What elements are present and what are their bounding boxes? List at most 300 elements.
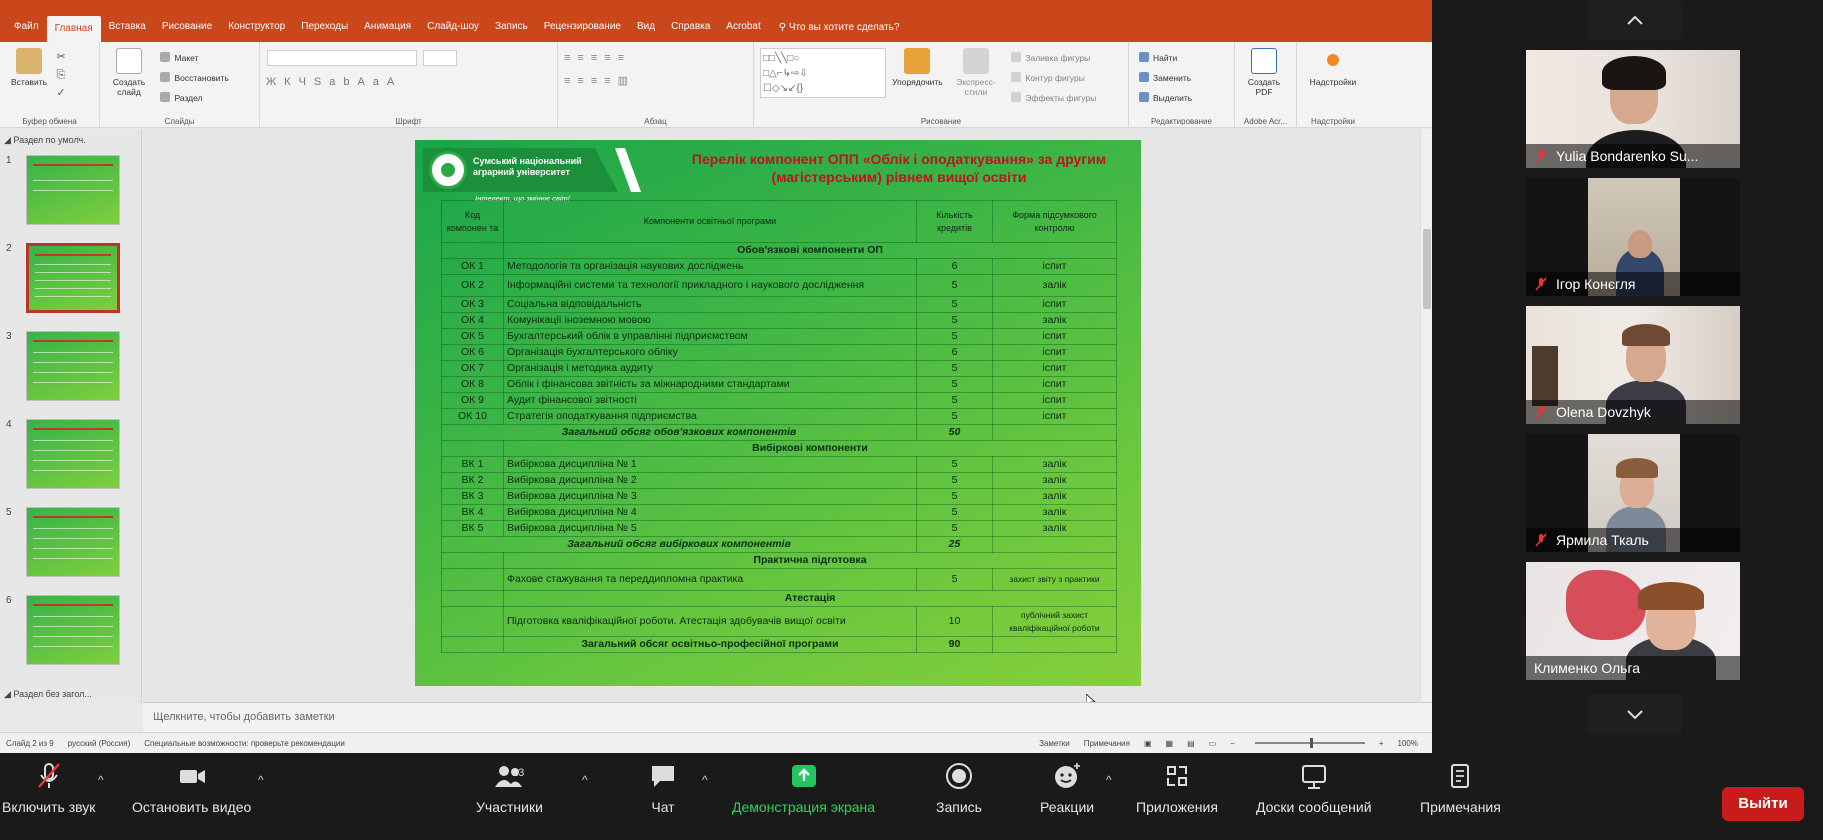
reset-icon (160, 72, 170, 82)
chat-button[interactable] (648, 761, 678, 815)
header-form: Форма підсумкового контролю (993, 201, 1117, 243)
chevron-down-icon (1626, 708, 1644, 720)
addins-label: Надстройки (1309, 77, 1357, 87)
empty-cell (993, 637, 1117, 653)
font-group-label: Шрифт (395, 117, 422, 126)
tab-file[interactable]: Файл (14, 21, 39, 32)
slides-small-buttons (156, 48, 228, 108)
muted-mic-icon (1534, 149, 1548, 163)
table-row (442, 275, 1117, 297)
thumb-text-line (35, 288, 111, 289)
addins-button[interactable] (1303, 48, 1363, 87)
chevron-up-icon (1626, 14, 1644, 26)
participant-hair (1602, 56, 1666, 90)
tab-slideshow[interactable]: Слайд-шоу (427, 21, 479, 32)
table-row (442, 377, 1117, 393)
components-table (441, 200, 1117, 653)
table-row (442, 393, 1117, 409)
table-row (442, 297, 1117, 313)
notes-label: Примечания (1420, 799, 1501, 815)
zoom-out-icon[interactable]: − (1230, 738, 1235, 748)
scroll-down-button[interactable] (1587, 694, 1682, 734)
status-accessibility[interactable]: Специальные возможности: проверьте рекомендации (144, 738, 345, 748)
thumb-text-line (35, 296, 111, 297)
tab-insert[interactable]: Вставка (108, 21, 146, 32)
normal-view-icon[interactable]: ▣ (1143, 738, 1152, 748)
video-tile[interactable] (1526, 306, 1740, 424)
tab-draw[interactable]: Рисование (161, 21, 213, 32)
cell-credits: 5 (917, 275, 993, 297)
status-slide-count: Слайд 2 из 9 (6, 738, 54, 748)
thumb-text-line (33, 352, 113, 353)
apps-button[interactable] (1136, 761, 1218, 815)
video-tile[interactable] (1526, 562, 1740, 680)
notes-pane[interactable]: Щелкните, чтобы добавить заметки (143, 702, 1432, 732)
slide-thumbnail-5[interactable] (26, 507, 120, 577)
table-row (442, 345, 1117, 361)
slideshow-view-icon[interactable]: ▭ (1208, 738, 1217, 748)
slide-sorter-icon[interactable]: ▦ (1165, 738, 1174, 748)
section-icon (160, 92, 170, 102)
leave-meeting-button[interactable]: Выйти (1722, 787, 1804, 821)
cell-credits: 5 (917, 393, 993, 409)
cell-form: залік (993, 505, 1117, 521)
thumb-text-line (33, 646, 113, 647)
participants-video-panel (1432, 0, 1823, 753)
list-buttons[interactable]: ≡≡≡≡≡ (564, 52, 632, 64)
cell-form: іспит (993, 329, 1117, 345)
video-tile[interactable] (1526, 50, 1740, 168)
cell-credits: 6 (917, 345, 993, 361)
pdf-icon (1251, 48, 1277, 74)
participant-hair (1622, 324, 1670, 346)
scroll-up-button[interactable] (1587, 0, 1682, 40)
paste-label: Вставить (10, 77, 48, 87)
thumb-number: 3 (6, 331, 12, 342)
addins-icon (1327, 54, 1339, 66)
empty-cell (993, 425, 1117, 441)
thumb-text-line (33, 548, 113, 549)
replace-button[interactable] (1135, 68, 1228, 88)
section-elective-title: Вибіркові компоненти (504, 441, 1117, 457)
slide-canvas[interactable] (415, 140, 1141, 686)
shape-effects-button[interactable] (1007, 88, 1096, 108)
cell-credits: 5 (917, 377, 993, 393)
empty-cell (442, 243, 504, 259)
group-font (260, 42, 558, 128)
participants-count: 13 (512, 767, 525, 779)
record-button[interactable] (936, 761, 982, 815)
thumb-title-line (35, 254, 111, 256)
ribbon (0, 42, 1432, 128)
grand-total-label: Загальний обсяг освітньо-професійної програми (504, 637, 917, 653)
section-row (442, 441, 1117, 457)
video-tile[interactable] (1526, 178, 1740, 296)
editing-group-label: Редактирование (1151, 117, 1212, 126)
reset-button[interactable] (156, 68, 228, 88)
cell-credits: 5 (917, 361, 993, 377)
tab-view[interactable]: Вид (636, 21, 656, 32)
cell-credits: 10 (917, 607, 993, 637)
cell-name: Вибіркова дисципліна № 3 (504, 489, 917, 505)
thumb-text-line (33, 440, 113, 441)
table-row (442, 259, 1117, 275)
stop-video-button[interactable] (132, 761, 251, 815)
arrange-button[interactable] (890, 48, 944, 87)
chat-bubble-icon (648, 761, 678, 791)
thumb-title-line (33, 164, 113, 166)
thumb-text-line (33, 372, 113, 373)
video-camera-icon (177, 761, 207, 791)
thumb-number: 1 (6, 155, 12, 166)
share-screen-icon (789, 761, 819, 791)
layout-icon (160, 52, 170, 62)
muted-mic-icon (1534, 533, 1548, 547)
title-bar (0, 0, 1432, 12)
create-pdf-label: Создать PDF (1247, 77, 1281, 97)
cell-code: ВК 2 (442, 473, 504, 489)
cell-name: Організація бухгалтерського обліку (504, 345, 917, 361)
cell-name: Підготовка кваліфікаційної роботи. Атестація здобувачів вищої освіти (504, 607, 917, 637)
total-required-label: Загальний обсяг обов'язкових компонентів (442, 425, 917, 441)
cell-credits: 5 (917, 569, 993, 591)
outline-icon (1011, 72, 1021, 82)
thumb-text-line (33, 362, 113, 363)
cell-code: ОК 2 (442, 275, 504, 297)
fill-icon (1011, 52, 1021, 62)
cell-code: ОК 9 (442, 393, 504, 409)
thumb-text-line (33, 460, 113, 461)
new-slide-button[interactable] (106, 48, 152, 97)
whiteboard-icon (1299, 761, 1329, 791)
grand-total-row (442, 637, 1117, 653)
notes-button[interactable] (1420, 761, 1501, 815)
university-logo (423, 148, 663, 203)
status-notes-button[interactable]: Заметки (1039, 738, 1070, 748)
group-editing (1129, 42, 1235, 128)
thumb-text-line (33, 528, 113, 529)
whiteboards-button[interactable] (1256, 761, 1372, 815)
thumb-number: 6 (6, 595, 12, 606)
arrange-label: Упорядочить (892, 77, 943, 87)
layout-button[interactable] (156, 48, 228, 68)
table-row (442, 329, 1117, 345)
table-row (442, 489, 1117, 505)
thumb-number: 2 (6, 243, 12, 254)
empty-cell (442, 591, 504, 607)
section-required-title: Обов'язкові компоненти ОП (504, 243, 1117, 259)
notes-icon (1445, 761, 1475, 791)
tab-review[interactable]: Рецензирование (543, 21, 621, 32)
shape-fill-label: Заливка фигуры (1025, 53, 1091, 63)
thumb-text-line (33, 538, 113, 539)
section-untitled[interactable]: ◢ Раздел без загол... (4, 689, 92, 699)
table-row (442, 361, 1117, 377)
section-row (442, 553, 1117, 569)
section-row (442, 591, 1117, 607)
apps-icon (1162, 761, 1192, 791)
cell-name: Соціальна відповідальність (504, 297, 917, 313)
slide-thumbnail-6[interactable] (26, 595, 120, 665)
zoom-slider-thumb[interactable] (1310, 738, 1313, 748)
table-row (442, 569, 1117, 591)
cell-credits: 5 (917, 329, 993, 345)
table-row (442, 607, 1117, 637)
shape-fill-button[interactable] (1007, 48, 1096, 68)
new-slide-icon (116, 48, 142, 74)
tab-home[interactable]: Главная (47, 16, 101, 42)
quick-styles-label: Экспресс-стили (956, 77, 996, 97)
cell-form: іспит (993, 409, 1117, 425)
cell-name: Вибіркова дисципліна № 2 (504, 473, 917, 489)
create-pdf-button[interactable] (1241, 48, 1287, 97)
slide-title: Перелік компонент ОПП «Облік і оподаткування» за другим (магістерським) рівнем вищої освіти (691, 151, 1107, 185)
thumb-number: 4 (6, 419, 12, 430)
cell-credits: 5 (917, 473, 993, 489)
total-row (442, 537, 1117, 553)
replace-icon (1139, 72, 1149, 82)
slides-group-label: Слайды (164, 117, 195, 126)
participant-face (1628, 230, 1652, 258)
shapes-gallery[interactable]: □□╲╲□○ □△⌐↳⇨⇩ ☐◇↘↙{} (760, 48, 886, 98)
logo-text: Сумський національний аграрний університет (473, 156, 582, 177)
thumb-text-line (33, 180, 113, 181)
align-buttons[interactable]: ≡≡≡≡▥ (564, 75, 636, 87)
participant-name: Ігор Конєгля (1526, 272, 1740, 296)
emoji-icon (1052, 761, 1082, 791)
chat-label: Чат (651, 799, 675, 815)
paragraph-group-label: Абзац (644, 117, 667, 126)
section-button[interactable] (156, 88, 228, 108)
cell-credits: 5 (917, 313, 993, 329)
participant-hair (1616, 458, 1658, 478)
tab-transitions[interactable]: Переходы (301, 21, 349, 32)
select-icon (1139, 92, 1149, 102)
muted-mic-icon (1534, 277, 1548, 291)
cell-name: Стратегія оподаткування підприємства (504, 409, 917, 425)
tab-design[interactable]: Конструктор (228, 21, 286, 32)
clipboard-group-label: Буфер обмена (22, 117, 77, 126)
paste-button[interactable] (6, 48, 52, 87)
tell-me-search[interactable]: ⚲ Что вы хотите сделать? (778, 21, 900, 33)
empty-cell (993, 537, 1117, 553)
participants-label: Участники (476, 799, 543, 815)
addins-group-label: Надстройки (1311, 117, 1355, 126)
share-screen-button[interactable] (732, 761, 875, 815)
video-options-caret[interactable]: ^ (258, 773, 264, 787)
header-code: Код компонен та (442, 201, 504, 243)
thumb-text-line (33, 636, 113, 637)
cell-name: Бухгалтерський облік в управлінні підприємством (504, 329, 917, 345)
thumb-text-line (33, 450, 113, 451)
section-untitled-label: Раздел без загол... (13, 689, 92, 699)
status-right (1039, 739, 1432, 748)
header-component: Компоненти освітньої програми (504, 201, 917, 243)
participant-name: Клименко Ольга (1526, 656, 1740, 680)
cell-code: ВК 5 (442, 521, 504, 537)
participant-name: Olena Dovzhyk (1526, 400, 1740, 424)
section-row (442, 243, 1117, 259)
cell-code: ВК 3 (442, 489, 504, 505)
font-size-box[interactable] (423, 50, 457, 66)
tab-acrobat[interactable]: Acrobat (726, 21, 761, 32)
cell-code: ОК 3 (442, 297, 504, 313)
table-row (442, 505, 1117, 521)
slide-thumbnail-3[interactable] (26, 331, 120, 401)
zoom-level[interactable]: 100% (1397, 738, 1418, 748)
cell-credits: 5 (917, 297, 993, 313)
zoom-in-icon[interactable]: + (1378, 738, 1384, 748)
empty-cell (442, 607, 504, 637)
cell-form: іспит (993, 297, 1117, 313)
thumb-text-line (33, 382, 113, 383)
meeting-toolbar (0, 753, 1823, 840)
section-label: Раздел (174, 93, 203, 103)
clipboard-small-icons: ✂ ⎘ ✓ (56, 51, 66, 99)
replace-label: Заменить (1153, 73, 1192, 83)
adobe-group-label: Adobe Acr... (1243, 117, 1288, 126)
select-label: Выделить (1153, 93, 1193, 103)
participant-name: Yulia Bondarenko Su... (1526, 144, 1740, 168)
section-default-label: Раздел по умолч. (13, 135, 86, 145)
find-label: Найти (1153, 53, 1178, 63)
chat-options-caret[interactable]: ^ (702, 773, 708, 787)
quick-styles-button[interactable] (949, 48, 1003, 97)
find-icon (1139, 52, 1149, 62)
ribbon-tabs (0, 12, 1432, 42)
effects-icon (1011, 92, 1021, 102)
group-slides (100, 42, 260, 128)
paste-icon (16, 48, 42, 74)
empty-cell (442, 553, 504, 569)
shape-outline-button[interactable] (1007, 68, 1096, 88)
tab-record[interactable]: Запись (494, 21, 528, 32)
section-attestation-title: Атестація (504, 591, 1117, 607)
record-label: Запись (936, 799, 982, 815)
cell-name: Вибіркова дисципліна № 5 (504, 521, 917, 537)
logo-emblem-icon (429, 151, 467, 189)
thumb-number: 5 (6, 507, 12, 518)
arrange-icon (904, 48, 930, 74)
cell-credits: 5 (917, 409, 993, 425)
section-default[interactable]: ◢ Раздел по умолч. (4, 135, 86, 145)
empty-cell (442, 637, 504, 653)
reading-view-icon[interactable]: ▤ (1187, 738, 1195, 748)
cell-code: ОК 4 (442, 313, 504, 329)
drawing-group-label: Рисование (920, 117, 962, 126)
cell-form: публічний захист кваліфікаційної роботи (993, 607, 1117, 637)
thumb-text-line (33, 626, 113, 627)
zoom-slider[interactable] (1255, 742, 1365, 744)
table-header-row (442, 201, 1117, 243)
status-language[interactable]: русский (Россия) (67, 738, 131, 748)
thumb-text-line (35, 272, 111, 273)
layout-label: Макет (174, 53, 199, 63)
cell-name: Інформаційні системи та технології прикладного і наукового дослідження (504, 275, 917, 297)
cell-code: ОК 10 (442, 409, 504, 425)
tell-me-text: Что вы хотите сделать? (788, 21, 900, 33)
cell-credits: 5 (917, 457, 993, 473)
record-icon (944, 761, 974, 791)
cell-code: ВК 4 (442, 505, 504, 521)
reactions-options-caret[interactable]: ^ (1106, 773, 1112, 787)
table-row (442, 313, 1117, 329)
cell-name: Методологія та організація наукових досліджень (504, 259, 917, 275)
status-comments-button[interactable]: Примечания (1083, 738, 1130, 748)
video-tile[interactable] (1526, 434, 1740, 552)
unmute-button[interactable] (2, 761, 95, 815)
tab-help[interactable]: Справка (671, 21, 711, 32)
group-clipboard (0, 42, 100, 128)
total-elective-value: 25 (917, 537, 993, 553)
cell-name: Організація і методика аудиту (504, 361, 917, 377)
thumb-text-line (33, 616, 113, 617)
select-button[interactable] (1135, 88, 1228, 108)
cell-name: Вибіркова дисципліна № 1 (504, 457, 917, 473)
cell-code: ВК 1 (442, 457, 504, 473)
cell-form: залік (993, 275, 1117, 297)
unmute-label: Включить звук (2, 799, 96, 815)
logo-stripe (615, 148, 641, 192)
shape-outline-label: Контур фигуры (1025, 73, 1085, 83)
cell-name: Фахове стажування та переддипломна практика (504, 569, 917, 591)
cell-code: ОК 6 (442, 345, 504, 361)
cell-credits: 5 (917, 489, 993, 505)
audio-options-caret[interactable]: ^ (98, 773, 104, 787)
font-format-buttons[interactable]: ЖКЧSabAaA (266, 76, 403, 88)
cell-name: Облік і фінансова звітність за міжнародними стандартами (504, 377, 917, 393)
cell-credits: 6 (917, 259, 993, 275)
reactions-button[interactable] (1040, 761, 1094, 815)
stop-video-label: Остановить видео (132, 799, 252, 815)
cell-form: іспит (993, 377, 1117, 393)
empty-cell (442, 569, 504, 591)
slide-thumbnail-1[interactable] (26, 155, 120, 225)
cell-form: залік (993, 457, 1117, 473)
find-button[interactable] (1135, 48, 1228, 68)
total-required-value: 50 (917, 425, 993, 441)
table-row (442, 409, 1117, 425)
table-row (442, 457, 1117, 473)
status-bar (0, 732, 1432, 753)
group-drawing (754, 42, 1129, 128)
cell-code: ОК 1 (442, 259, 504, 275)
cell-form: залік (993, 473, 1117, 489)
cell-form: захист звіту з практики (993, 569, 1117, 591)
font-name-box[interactable] (267, 50, 417, 66)
cell-code: ОК 7 (442, 361, 504, 377)
muted-microphone-icon (34, 761, 64, 791)
cell-credits: 5 (917, 505, 993, 521)
shape-format-buttons (1007, 48, 1096, 108)
cell-form: іспит (993, 361, 1117, 377)
participants-options-caret[interactable]: ^ (582, 773, 588, 787)
total-elective-label: Загальний обсяг вибіркових компонентів (442, 537, 917, 553)
group-paragraph (558, 42, 754, 128)
tab-animations[interactable]: Анимация (364, 21, 412, 32)
slide-thumbnail-2[interactable] (26, 243, 120, 313)
share-screen-label: Демонстрация экрана (732, 799, 876, 815)
empty-cell (442, 441, 504, 457)
cell-code: ОК 5 (442, 329, 504, 345)
slide-thumbnail-4[interactable] (26, 419, 120, 489)
participants-button[interactable] (476, 761, 543, 815)
cell-form: іспит (993, 345, 1117, 361)
header-credits: Кількість кредитів (917, 201, 993, 243)
editor-scrollbar[interactable] (1420, 129, 1432, 702)
scrollbar-thumb[interactable] (1423, 229, 1431, 309)
apps-label: Приложения (1136, 799, 1218, 815)
